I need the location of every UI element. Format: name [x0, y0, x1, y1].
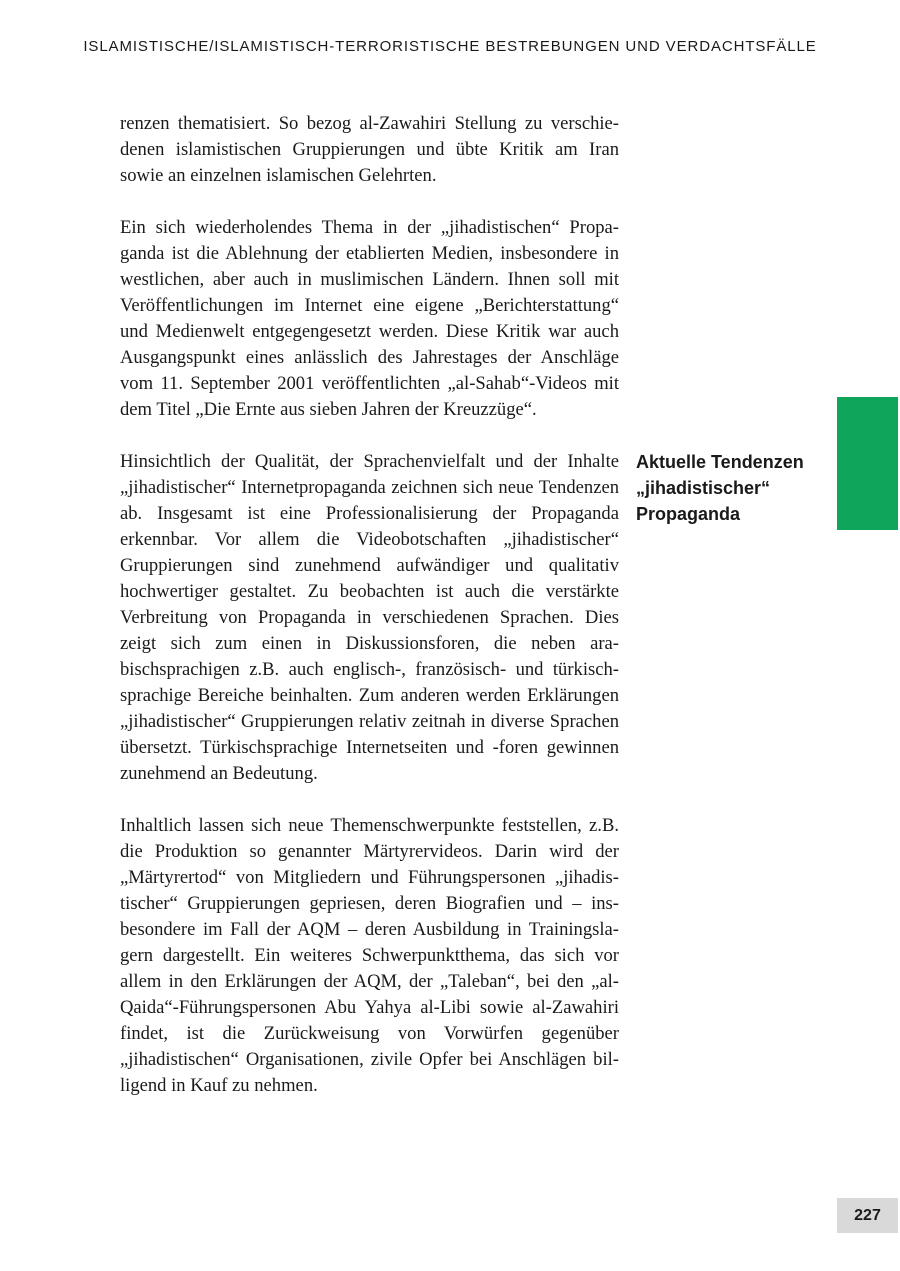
margin-heading-line: Aktuelle Tendenzen — [636, 452, 804, 472]
paragraph: Ein sich wiederholendes Thema in der „jihadistischen“ Propaganda ist die Ablehnung der etablierten Medien, insbesondere in westlichen, aber auch in muslimischen Ländern. Ihnen soll mit Veröffentlichungen im Internet eine eigene „Berichterstattung“ und Medienwelt entgegengesetzt werden. Diese Kritik war auch Ausgangspunkt eines anlässlich des Jahrestages der Anschläge vom 11. September 2001 veröffentlichten „al-Sahab“-Videos mit dem Titel „Die Ernte aus sieben Jahren der Kreuzzüge“. — [120, 217, 619, 420]
running-header: ISLAMISTISCHE/ISLAMISTISCH-TERRORISTISCHE BESTREBUNGEN UND VERDACHTSFÄLLE — [83, 38, 817, 55]
margin-heading — [636, 449, 826, 527]
paragraph: renzen thematisiert. So bezog al-Zawahiri Stellung zu verschiedenen islamistischen Gruppierungen und übte Kritik am Iran sowie an einzelnen islamischen Gelehrten. — [120, 113, 619, 186]
body-text-column — [120, 111, 619, 1125]
paragraph: Hinsichtlich der Qualität, der Sprachenvielfalt und der Inhalte „jihadistischer“ Internetpropaganda zeichnen sich neue Tendenzen ab. Insgesamt ist eine Professionalisierung der Propaganda erkennbar. Vor allem die Videobotschaften „jihadistischer“ Gruppierungen sind zunehmend aufwändiger und qualitativ hochwertiger gestaltet. Zu beobachten ist auch die verstärkte Verbreitung von Propaganda in verschiedenen Sprachen. Dies zeigt sich zum einen in Diskussionsforen, die neben arabischsprachigen z.B. auch englisch-, französisch- und türkischsprachige Bereiche beinhalten. Zum anderen werden Erklärungen „jihadistischer“ Gruppierungen relativ zeitnah in diverse Sprachen übersetzt. Türkischsprachige Internetseiten und -foren gewinnen zunehmend an Bedeutung. — [120, 451, 619, 784]
chapter-tab-marker — [837, 397, 898, 530]
paragraph: Inhaltlich lassen sich neue Themenschwerpunkte feststellen, z.B. die Produktion so genannter Märtyrervideos. Darin wird der „Märtyrertod“ von Mitgliedern und Führungspersonen „jihadistischer“ Gruppierungen gepriesen, deren Biografien und – insbesondere im Fall der AQM – deren Ausbildung in Trainingslagern dargestellt. Ein weiteres Schwerpunktthema, das sich vor allem in den Erklärungen der AQM, der „Taleban“, bei den „al-Qaida“-Führungspersonen Abu Yahya al-Libi sowie al-Zawahiri findet, ist die Zurückweisung von Vorwürfen gegenüber „jihadistischen“ Organisationen, zivile Opfer bei Anschlägen billigend in Kauf zu nehmen. — [120, 815, 619, 1096]
margin-heading-line: Propaganda — [636, 504, 741, 524]
page-number: 227 — [837, 1198, 898, 1233]
margin-heading-line: „jihadistischer“ — [636, 478, 771, 498]
